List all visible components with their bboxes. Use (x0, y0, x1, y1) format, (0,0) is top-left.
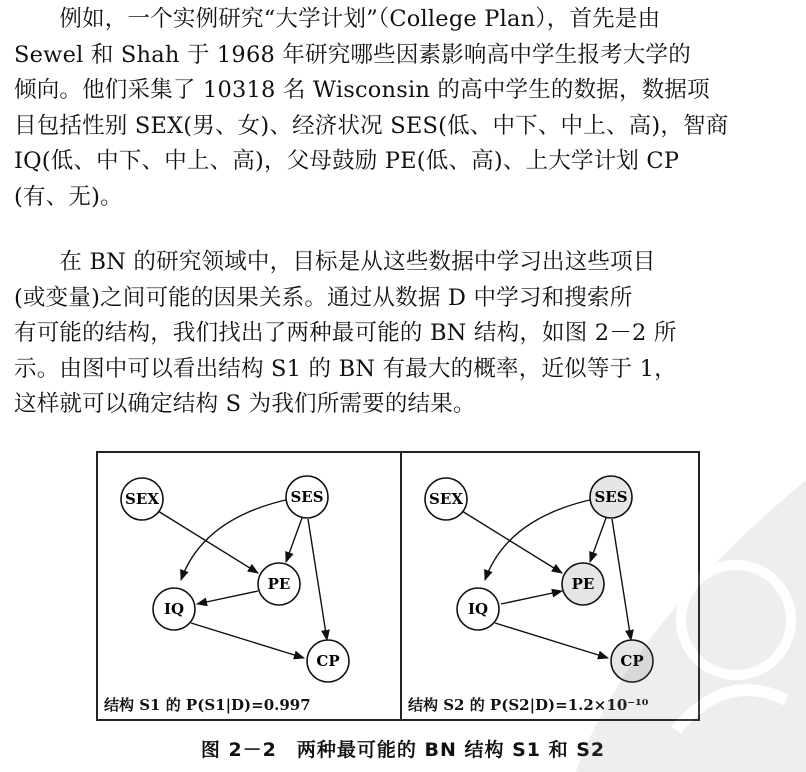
node-pe-label: PE (267, 575, 291, 593)
node-pe-label: PE (571, 575, 595, 593)
edge-sex-pe (462, 511, 562, 573)
panel-1-caption: 结构 S1 的 P(S1|D)=0.997 (104, 696, 311, 714)
edge-ses-pe (286, 518, 302, 562)
panel-2-caption: 结构 S2 的 P(S2|D)=1.2×10⁻¹⁰ (408, 696, 649, 714)
text-line: 有可能的结构，我们找出了两种最可能的 BN 结构，如图 2－2 所 (14, 320, 677, 346)
text-line: 例如，一个实例研究“大学计划”（College Plan），首先是由 (14, 6, 661, 32)
node-iq (153, 588, 195, 630)
node-sex-label: SEX (429, 490, 463, 508)
edge-iq-cp (191, 623, 304, 658)
node-cp (611, 640, 653, 682)
node-iq-label: IQ (467, 600, 489, 618)
edge-ses-pe (590, 518, 606, 562)
node-ses-label: SES (290, 488, 324, 506)
node-pe (258, 563, 300, 605)
bn-structure-s1-panel (98, 453, 398, 719)
node-sex (121, 478, 163, 520)
text-line: 倾向。他们采集了 10318 名 Wisconsin 的高中学生的数据，数据项 (14, 77, 710, 103)
text-line: 目包括性别 SEX(男、女)、经济状况 SES(低、中下、中上、高)，智商 (14, 112, 729, 139)
edge-iq-cp (495, 623, 608, 658)
node-sex (425, 478, 467, 520)
text-line: 这样就可以确定结构 S 为我们所需要的结果。 (14, 391, 476, 417)
node-ses (590, 476, 632, 518)
paragraph-college-plan (14, 2, 794, 215)
node-iq (457, 588, 499, 630)
figure-caption: 图 2－2 两种最可能的 BN 结构 S1 和 S2 (200, 739, 606, 761)
edge-sex-pe (158, 511, 258, 573)
text-line: 在 BN 的研究领域中，目标是从这些数据中学习出这些项目 (14, 249, 656, 275)
node-cp-label: CP (620, 652, 644, 670)
bn-structure-s2-panel (400, 453, 702, 719)
paragraph-bn-learning (14, 245, 794, 423)
node-pe (562, 563, 604, 605)
bn-structures-figure (96, 451, 700, 721)
node-sex-label: SEX (125, 490, 159, 508)
edge-iq-pe (501, 591, 562, 604)
text-line: Sewel 和 Shah 于 1968 年研究哪些因素影响高中学生报考大学的 (14, 41, 691, 68)
text-line: IQ(低、中下、中上、高)，父母鼓励 PE(低、高)、上大学计划 CP (14, 148, 680, 174)
node-ses (286, 476, 328, 518)
bn-structure-s2-graph (402, 453, 702, 693)
bn-structure-s1-graph (98, 453, 398, 693)
node-cp-label: CP (316, 652, 340, 670)
edge-pe-iq (197, 591, 258, 604)
text-line: 示。由图中可以看出结构 S1 的 BN 有最大的概率，近似等于 1， (14, 355, 677, 382)
node-ses-label: SES (594, 488, 628, 506)
edge-ses-cp (612, 519, 631, 640)
text-line: (有、无)。 (14, 183, 123, 210)
node-cp (307, 640, 349, 682)
text-line: (或变量)之间可能的因果关系。通过从数据 D 中学习和搜索所 (14, 284, 633, 311)
edge-ses-cp (308, 519, 327, 640)
node-iq-label: IQ (163, 600, 185, 618)
